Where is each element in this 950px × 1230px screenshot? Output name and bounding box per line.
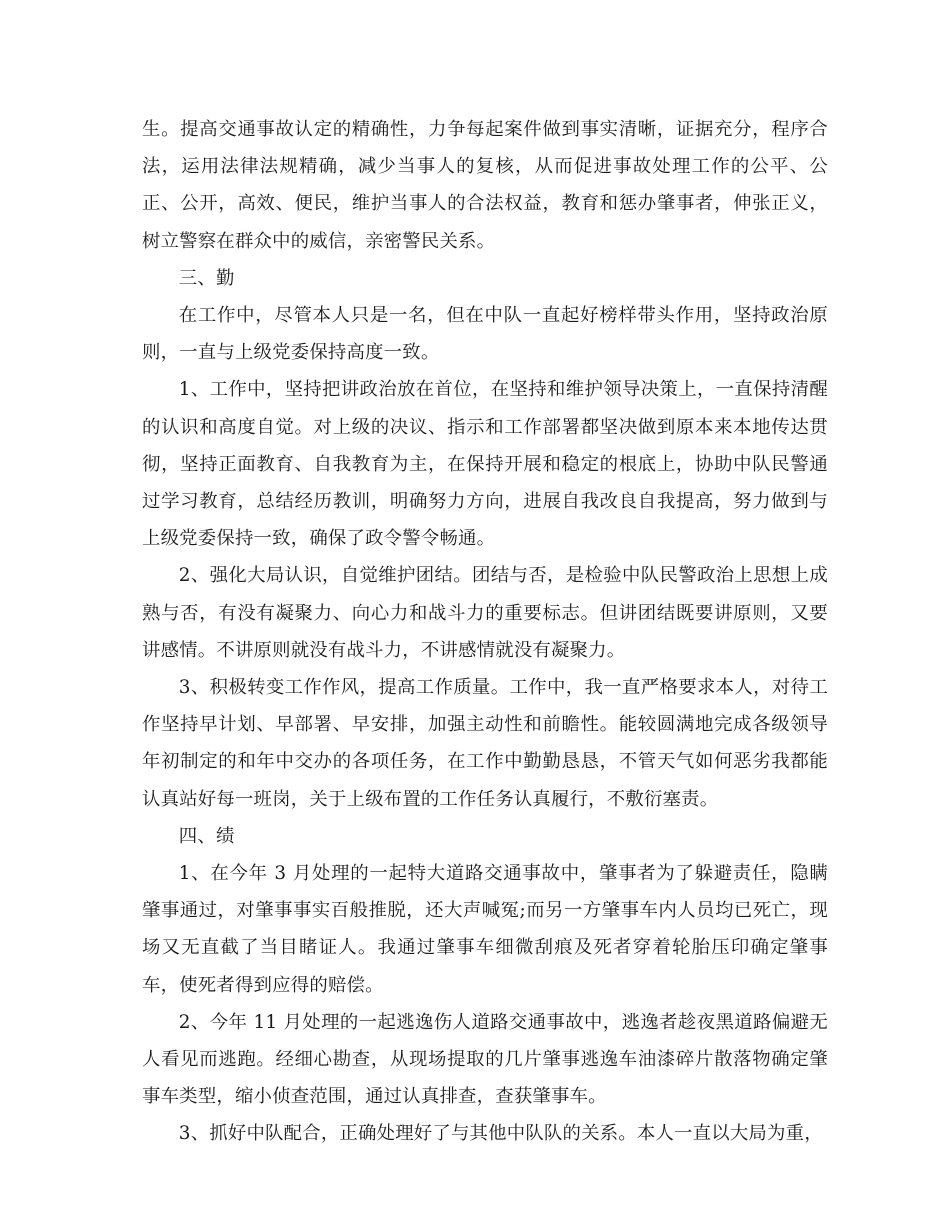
document-body: [142, 111, 828, 1153]
section-heading-qin: 三、勤: [178, 267, 235, 289]
paragraph-1: 生。提高交通事故认定的精确性，力争每起案件做到事实清晰，证据充分，程序合法，运用法律法规精确，减少当事人的复核，从而促进事故处理工作的公平、公正、公开，高效、便民，维护当事人的合法权益，教育和惩办肇事者，伸张正义，树立警察在群众中的威信，亲密警民关系。: [142, 119, 828, 252]
paragraph-9: 2、今年 11 月处理的一起逃逸伤人道路交通事故中，逃逸者趁夜黑道路偏避无人看见而逃跑。经细心勘查，从现场提取的几片肇事逃逸车油漆碎片散落物确定肇事车类型，缩小侦查范围，通过认真排查，查获肇事车。: [142, 1011, 828, 1108]
paragraph-10: 3、抓好中队配合，正确处理好了与其他中队队的关系。本人一直以大局为重，: [178, 1123, 823, 1145]
paragraph-6: 3、积极转变工作作风，提高工作质量。工作中，我一直严格要求本人，对待工作坚持早计划、早部署、早安排，加强主动性和前瞻性。能较圆满地完成各级领导年初制定的和年中交办的各项任务，在工作中勤勤恳恳，不管天气如何恶劣我都能认真站好每一班岗，关于上级布置的工作任务认真履行，不敷衍塞责。: [142, 677, 828, 810]
paragraph-5: 2、强化大局认识，自觉维护团结。团结与否，是检验中队民警政治上思想上成熟与否，有没有凝聚力、向心力和战斗力的重要标志。但讲团结既要讲原则，又要讲感情。不讲原则就没有战斗力，不讲感情就没有凝聚力。: [142, 565, 828, 661]
paragraph-4: 1、工作中，坚持把讲政治放在首位，在坚持和维护领导决策上，一直保持清醒的认识和高度自觉。对上级的决议、指示和工作部署都坚决做到原本来本地传达贯彻，坚持正面教育、自我教育为主，在保持开展和稳定的根底上，协助中队民警通过学习教育，总结经历教训，明确努力方向，进展自我改良自我提高，努力做到与上级党委保持一致，确保了政令警令畅通。: [142, 379, 828, 550]
paragraph-3: 在工作中，尽管本人只是一名，但在中队一直起好榜样带头作用，坚持政治原则，一直与上级党委保持高度一致。: [142, 305, 828, 364]
section-heading-ji: 四、绩: [178, 825, 235, 847]
paragraph-8: 1、在今年 3 月处理的一起特大道路交通事故中，肇事者为了躲避责任，隐瞒肇事通过，对肇事事实百般推脱，还大声喊冤;而另一方肇事车内人员均已死亡，现场又无直截了当目睹证人。我通过肇事车细微刮痕及死者穿着轮胎压印确定肇事车，使死者得到应得的赔偿。: [142, 863, 828, 996]
